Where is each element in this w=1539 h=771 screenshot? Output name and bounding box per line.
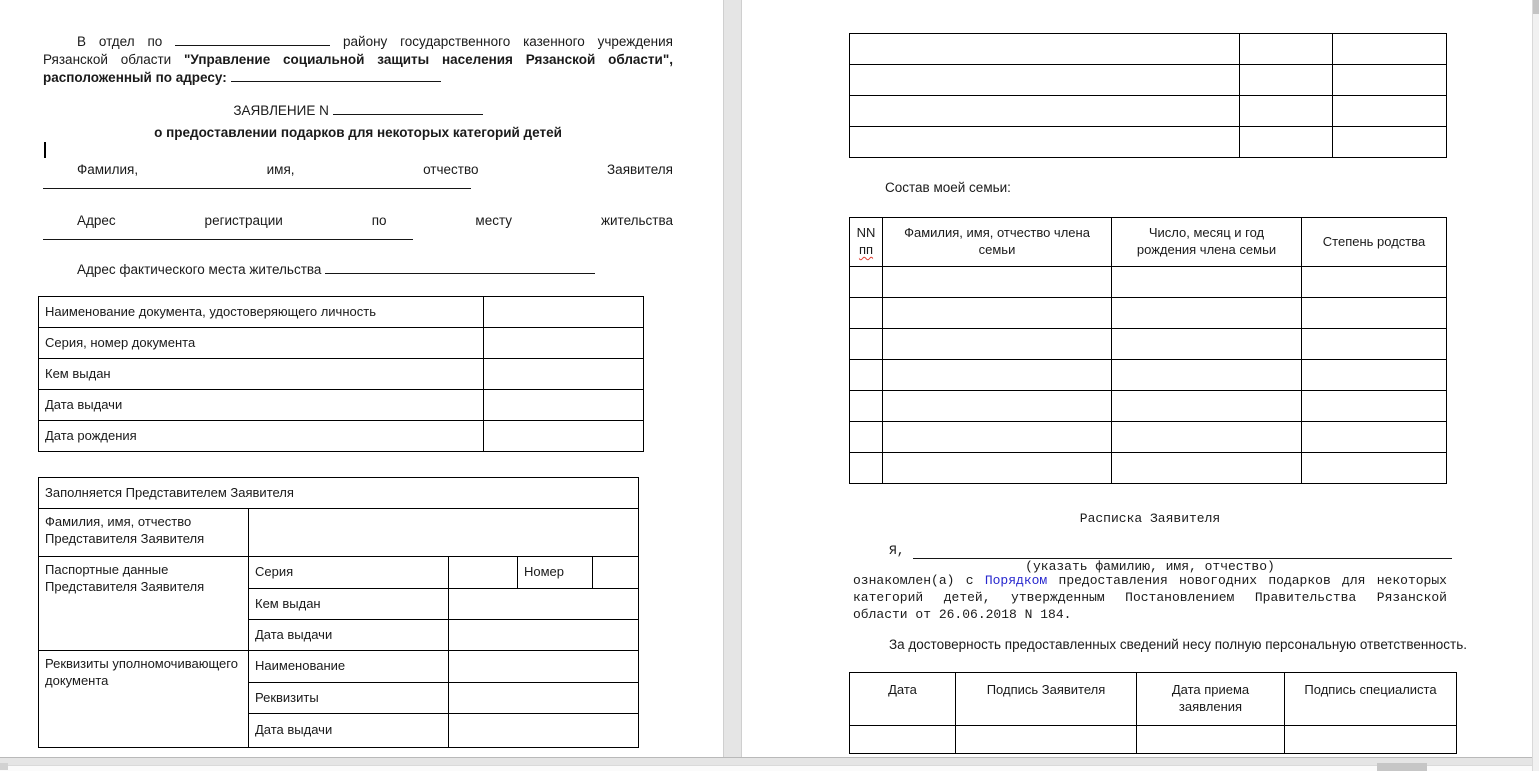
application-title (43, 102, 673, 120)
identity-row-value[interactable] (484, 297, 644, 328)
continuation-cell[interactable] (1333, 34, 1447, 65)
district-blank[interactable] (175, 33, 330, 46)
family-cell[interactable] (1112, 453, 1302, 484)
sign-col-specialist-signature: Подпись специалиста (1285, 673, 1457, 726)
identity-row-value[interactable] (484, 328, 644, 359)
family-cell[interactable] (1112, 267, 1302, 298)
rep-fio-value[interactable] (249, 509, 639, 557)
intro-line-3 (43, 69, 673, 87)
rep-naimenovanie-label: Наименование (249, 651, 449, 683)
ya-label: Я, (889, 543, 905, 558)
sign-col-accept-date: Дата приема заявления (1137, 673, 1285, 726)
rep-data-vydachi2-label: Дата выдачи (249, 714, 449, 748)
applicant-name-blank[interactable] (913, 545, 1452, 559)
family-cell[interactable] (883, 267, 1112, 298)
family-cell[interactable] (883, 298, 1112, 329)
family-cell[interactable] (850, 391, 883, 422)
family-cell[interactable] (1112, 360, 1302, 391)
address-reg-line: Адрес регистрации по месту жительства (77, 213, 673, 228)
intro-text-pre: В отдел по (77, 34, 163, 49)
vertical-scrollbar-track[interactable] (1532, 0, 1539, 771)
intro-line-1 (43, 33, 673, 51)
family-cell[interactable] (1302, 360, 1447, 391)
text-caret (44, 142, 46, 158)
responsibility-line: За достоверность предоставленных сведений несу полную персональную ответственность. (889, 637, 1468, 652)
representative-table (38, 477, 639, 748)
ya-line (853, 542, 1452, 559)
rep-kem-vydan-value[interactable] (449, 589, 639, 620)
family-cell[interactable] (1112, 391, 1302, 422)
continuation-cell[interactable] (850, 34, 1240, 65)
identity-row-value[interactable] (484, 421, 644, 452)
family-cell[interactable] (850, 267, 883, 298)
rep-data-vydachi-value[interactable] (449, 620, 639, 651)
rep-rekvizity-value[interactable] (449, 683, 639, 714)
family-cell[interactable] (883, 391, 1112, 422)
family-cell[interactable] (1302, 329, 1447, 360)
sign-cell[interactable] (956, 726, 1137, 754)
family-cell[interactable] (850, 360, 883, 391)
family-cell[interactable] (883, 329, 1112, 360)
vertical-scrollbar-thumb[interactable] (1533, 0, 1539, 14)
family-cell[interactable] (850, 453, 883, 484)
intro-address-label: расположенный по адресу: (43, 70, 227, 85)
continuation-cell[interactable] (850, 96, 1240, 127)
page-gap (723, 0, 742, 757)
continuation-cell[interactable] (1333, 127, 1447, 158)
rep-rekvizity-label: Реквизиты (249, 683, 449, 714)
identity-row-label: Дата рождения (39, 421, 484, 452)
address-fact-label: Адрес фактического места жительства (77, 262, 322, 277)
application-subtitle: о предоставлении подарков для некоторых категорий детей (154, 125, 562, 140)
family-cell[interactable] (1302, 298, 1447, 329)
rep-table-title: Заполняется Представителем Заявителя (39, 478, 639, 509)
rep-rekvizity-group-label: Реквизиты уполномочивающего документа (39, 651, 249, 748)
signature-table (849, 672, 1457, 754)
pages-bottom-gap (0, 757, 1532, 765)
sign-cell[interactable] (1137, 726, 1285, 754)
intro-paragraph (43, 33, 673, 87)
rep-nomer-value[interactable] (593, 557, 639, 589)
rep-passport-label: Паспортные данные Представителя Заявителя (39, 557, 249, 651)
continuation-table (849, 33, 1447, 158)
family-cell[interactable] (1302, 422, 1447, 453)
family-cell[interactable] (1112, 298, 1302, 329)
address-reg-blank[interactable] (43, 239, 413, 240)
address-blank[interactable] (231, 69, 441, 82)
sign-cell[interactable] (850, 726, 956, 754)
continuation-cell[interactable] (1333, 96, 1447, 127)
identity-doc-table (38, 296, 644, 452)
continuation-cell[interactable] (1333, 65, 1447, 96)
horizontal-scrollbar-thumb[interactable] (1377, 763, 1427, 771)
family-cell[interactable] (1112, 329, 1302, 360)
rep-naimenovanie-value[interactable] (449, 651, 639, 683)
identity-row-label: Дата выдачи (39, 390, 484, 421)
rep-seriya-value[interactable] (449, 557, 518, 589)
identity-row-value[interactable] (484, 390, 644, 421)
rep-data-vydachi2-value[interactable] (449, 714, 639, 748)
family-col-relation: Степень родства (1302, 218, 1447, 267)
page-1[interactable] (0, 0, 723, 757)
identity-row-label: Кем выдан (39, 359, 484, 390)
family-cell[interactable] (1302, 391, 1447, 422)
continuation-cell[interactable] (850, 127, 1240, 158)
acknowledgement-paragraph (853, 572, 1447, 623)
identity-row-label: Наименование документа, удостоверяющего личность (39, 297, 484, 328)
next-page-top-edge (0, 765, 1532, 771)
family-cell[interactable] (1302, 267, 1447, 298)
continuation-cell[interactable] (1240, 96, 1333, 127)
ack-line-3: области от 26.06.2018 N 184. (853, 607, 1072, 622)
identity-row-label: Серия, номер документа (39, 328, 484, 359)
continuation-cell[interactable] (850, 65, 1240, 96)
address-fact-line (43, 261, 683, 279)
family-cell[interactable] (850, 422, 883, 453)
rep-kem-vydan-label: Кем выдан (249, 589, 449, 620)
intro-text-post: району государственного казенного учреждения (343, 34, 673, 49)
rep-data-vydachi-label: Дата выдачи (249, 620, 449, 651)
family-cell[interactable] (883, 453, 1112, 484)
raspiska-title: Расписка Заявителя (1079, 511, 1221, 526)
continuation-cell[interactable] (1240, 34, 1333, 65)
page-2[interactable] (742, 0, 1532, 757)
family-cell[interactable] (1112, 422, 1302, 453)
applicant-fio-line: Фамилия, имя, отчество Заявителя (77, 162, 673, 177)
intro-org-name: "Управление социальной защиты населения Рязанской области", (184, 52, 673, 67)
sign-col-date: Дата (850, 673, 956, 726)
family-col-nn-line1: NN (856, 225, 876, 241)
address-fact-blank[interactable] (325, 261, 595, 274)
family-cell[interactable] (883, 360, 1112, 391)
family-table (849, 217, 1447, 484)
continuation-cell[interactable] (1240, 127, 1333, 158)
identity-row-value[interactable] (484, 359, 644, 390)
application-title-text: ЗАЯВЛЕНИЕ N (233, 103, 329, 118)
family-cell[interactable] (1302, 453, 1447, 484)
ack-line-1 (853, 572, 1447, 589)
family-col-nn-line2: пп (858, 242, 874, 257)
applicant-fio-blank[interactable] (43, 188, 471, 189)
sign-col-applicant-signature: Подпись Заявителя (956, 673, 1137, 726)
intro-line-2 (43, 51, 673, 69)
intro-region-text: Рязанской области (43, 52, 172, 67)
continuation-cell[interactable] (1240, 65, 1333, 96)
fio-hint: (указать фамилию, имя, отчество) (1025, 559, 1275, 574)
family-col-fio: Фамилия, имя, отчество члена семьи (883, 218, 1112, 267)
family-cell[interactable] (850, 329, 883, 360)
ack-line-2: категорий детей, утвержденным Постановлением Правительства Рязанской (853, 590, 1447, 605)
family-col-nn (850, 218, 883, 267)
application-number-blank[interactable] (333, 102, 483, 115)
family-intro: Состав моей семьи: (885, 180, 1011, 195)
rep-seriya-label: Серия (249, 557, 449, 589)
family-cell[interactable] (850, 298, 883, 329)
family-cell[interactable] (883, 422, 1112, 453)
ack-text-post: предоставления новогодних подарков для некоторых (1058, 573, 1447, 588)
sign-cell[interactable] (1285, 726, 1457, 754)
horizontal-scrollbar-left-notch[interactable] (0, 763, 8, 770)
poryadok-link[interactable]: Порядком (984, 573, 1048, 588)
ack-text-pre: ознакомлен(а) с (853, 573, 974, 588)
rep-nomer-label: Номер (518, 557, 593, 589)
rep-fio-label: Фамилия, имя, отчество Представителя Заявителя (39, 509, 249, 557)
family-col-birth: Число, месяц и год рождения члена семьи (1112, 218, 1302, 267)
